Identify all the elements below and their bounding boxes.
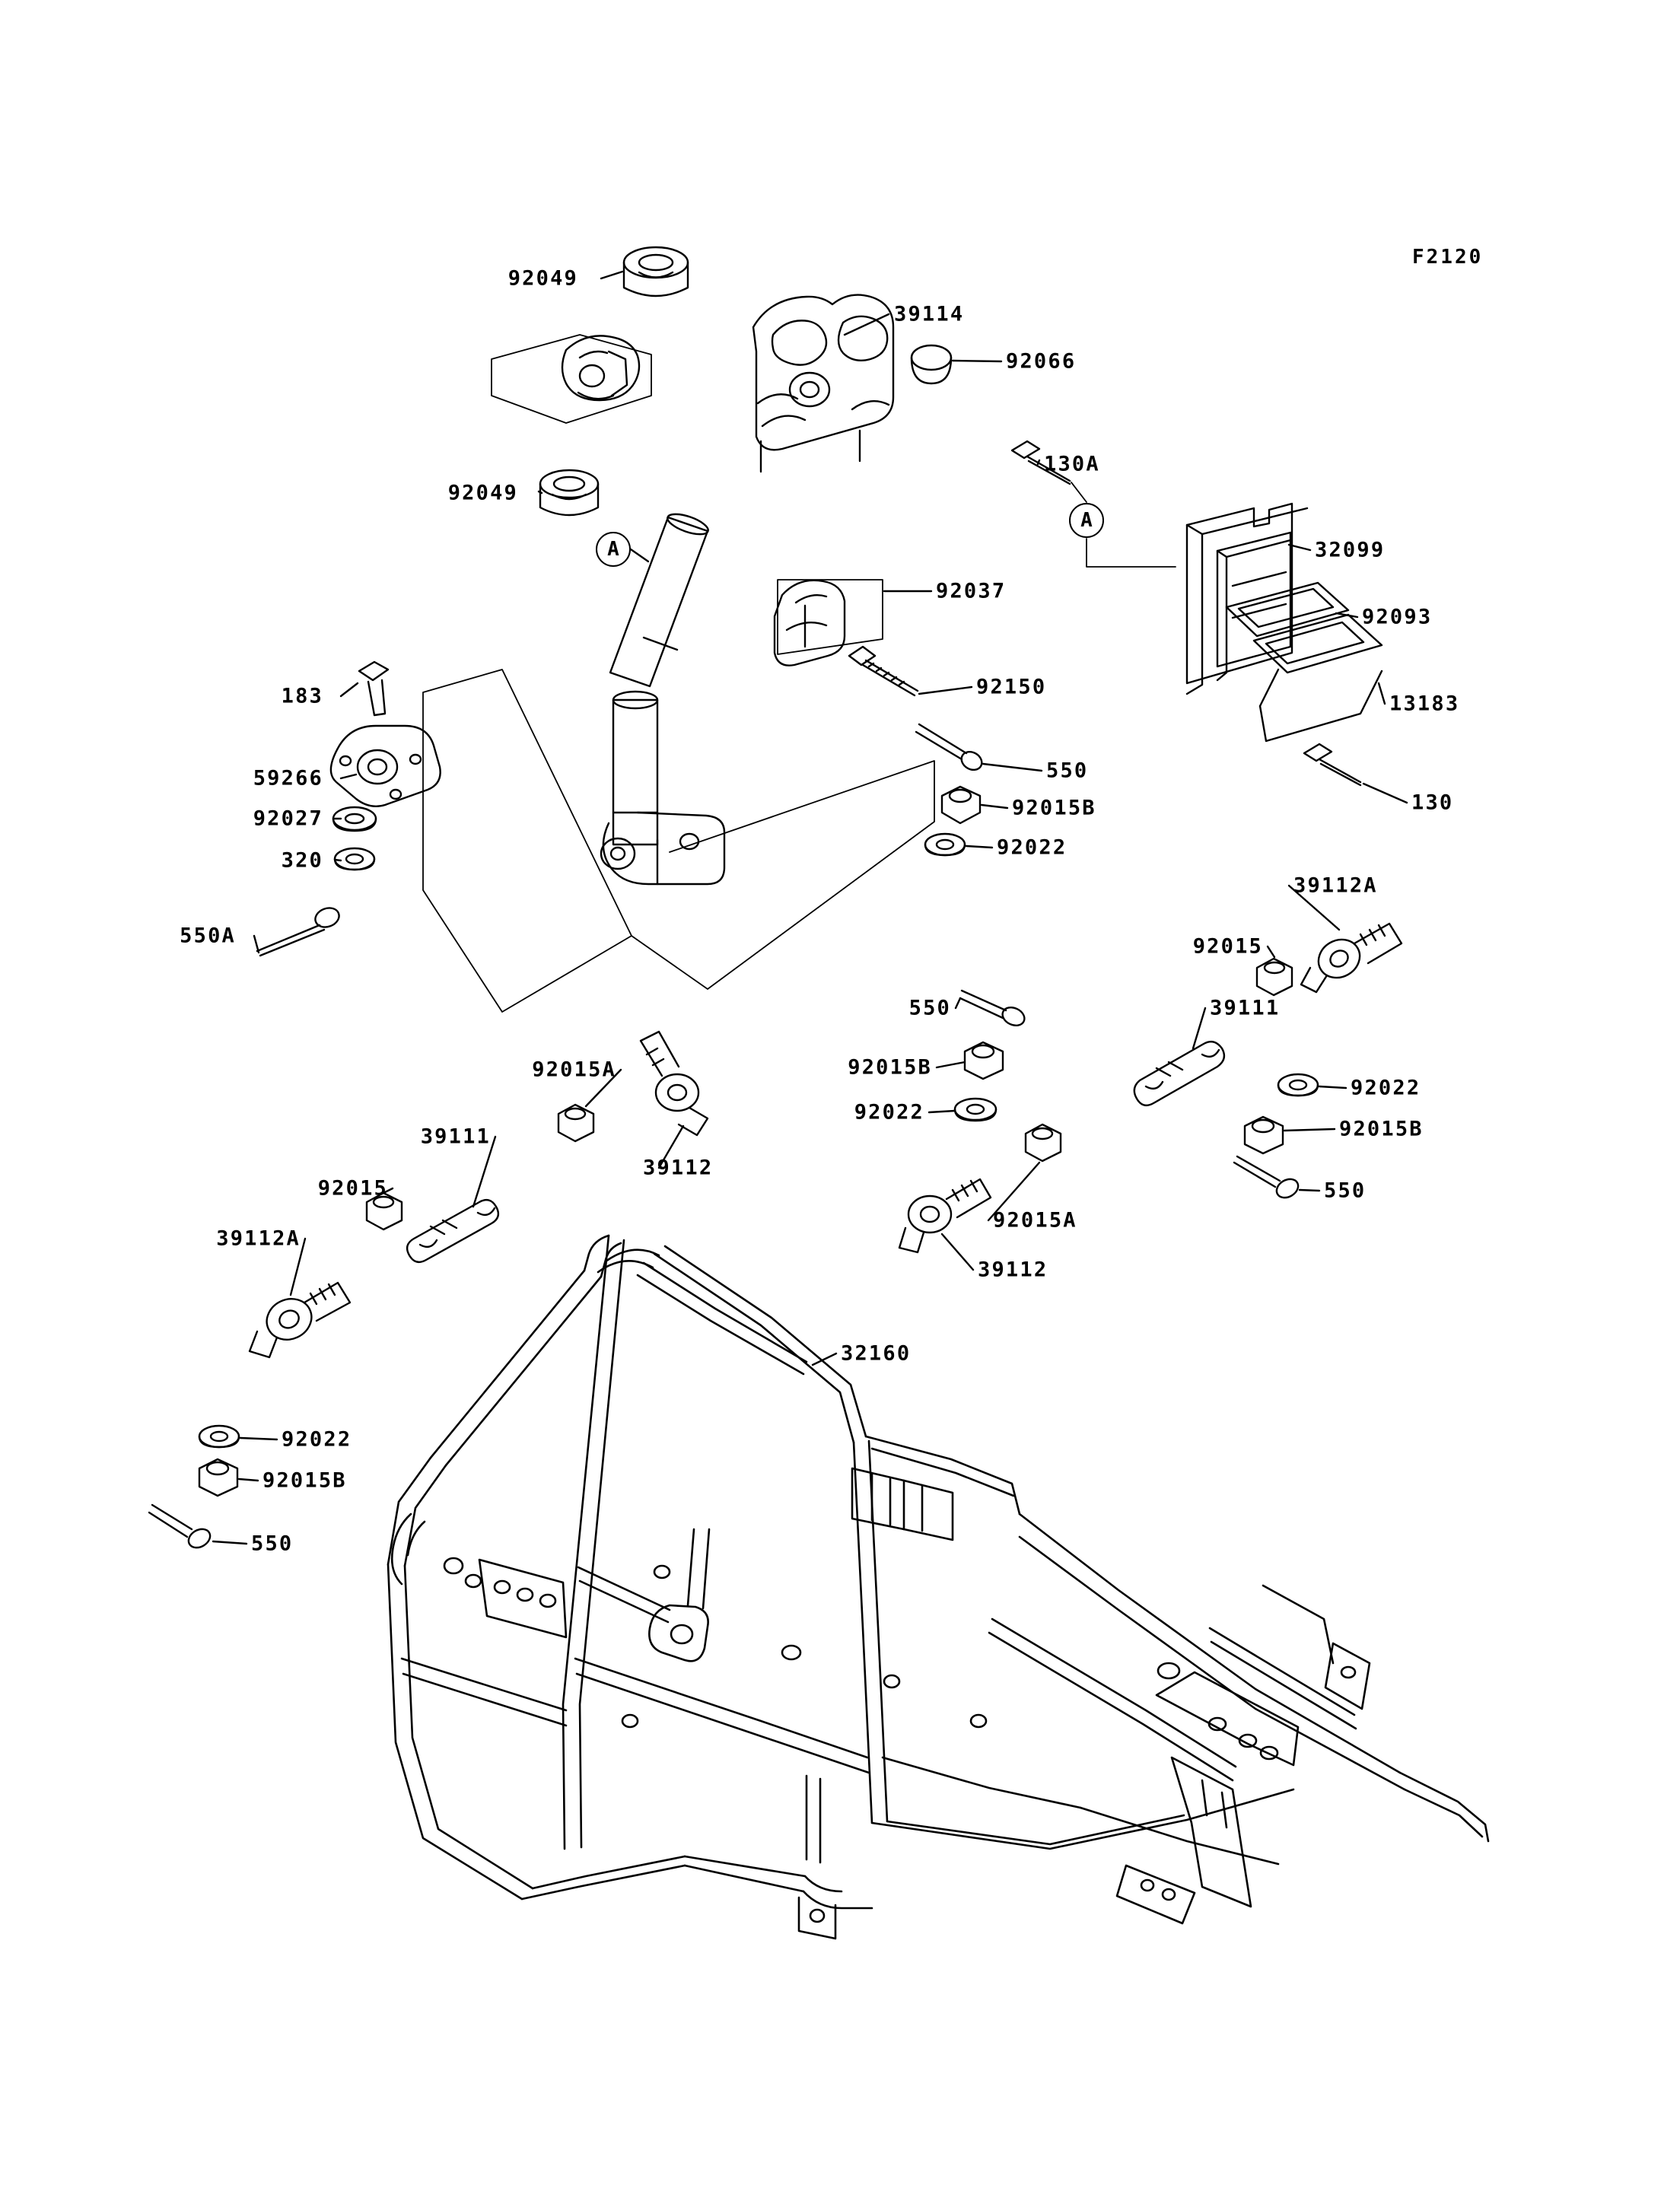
part-label-39112A-left: 39112A [216,1226,301,1251]
part-32160-frame [388,1236,1488,1939]
part-39112A-left [250,1283,350,1357]
part-label-183: 183 [281,684,323,708]
part-label-92015A-right: 92015A [993,1208,1077,1233]
part-92022-bottom [199,1426,239,1447]
part-92015B-upper [942,787,980,823]
part-92150 [849,647,918,695]
part-label-39112A-right: 39112A [1293,873,1378,898]
part-130 [1304,744,1360,785]
part-92049-lower [540,470,598,515]
part-label-550-right: 550 [1324,1179,1367,1203]
callout-a-left-label: A [607,538,619,561]
part-92015A-right [1026,1124,1061,1161]
part-550-right [1234,1156,1301,1201]
part-13183 [1254,615,1382,741]
part-label-39114: 39114 [894,302,965,326]
sheet-code: F2120 [1412,246,1484,269]
part-39112A-right [1301,924,1402,992]
part-label-32099: 32099 [1315,538,1386,562]
part-label-92150: 92150 [976,675,1047,699]
part-label-92015A-left: 92015A [532,1058,616,1082]
part-label-92049-lower: 92049 [447,481,518,505]
part-label-39111-right: 39111 [1210,996,1281,1020]
part-320 [335,848,374,870]
part-steering-bracket-upper [562,336,639,400]
part-label-550-upper: 550 [1046,759,1089,783]
part-label-92022-bottom: 92022 [282,1427,352,1452]
part-label-130A: 130A [1044,452,1100,476]
part-32099 [1187,504,1307,694]
part-92066 [912,345,951,383]
part-550-mid [960,991,1027,1029]
part-92093 [1227,583,1348,636]
part-label-92027: 92027 [253,806,323,831]
part-steering-shaft-lower [601,692,724,884]
part-183 [359,662,388,715]
part-label-130: 130 [1411,790,1454,815]
part-label-92022-upper: 92022 [997,835,1068,860]
part-label-13183: 13183 [1389,692,1460,716]
part-label-92022-mid: 92022 [854,1100,924,1124]
part-92022-right [1278,1074,1318,1096]
part-label-92015-left: 92015 [317,1176,388,1201]
part-label-550-mid: 550 [908,996,951,1020]
part-550A [257,905,342,956]
part-label-39111-left: 39111 [420,1124,491,1149]
part-label-92015B-mid: 92015B [848,1055,932,1080]
part-label-92049-top: 92049 [508,266,578,291]
part-550-bottom [149,1505,213,1551]
part-39111-right [1134,1042,1224,1105]
part-label-92015B-right: 92015B [1339,1117,1424,1141]
part-label-92015B-upper: 92015B [1012,796,1096,820]
part-92015B-mid [965,1042,1003,1079]
part-label-320: 320 [281,848,323,873]
part-92015-right [1257,959,1292,995]
part-label-92093: 92093 [1362,605,1433,629]
part-92015B-right [1245,1117,1283,1153]
part-label-550-bottom: 550 [251,1532,294,1556]
part-92049-upper [624,247,688,296]
part-39112-left [641,1032,708,1135]
part-label-92015B-bottom: 92015B [262,1468,347,1493]
part-label-550A: 550A [180,924,236,948]
part-39111-left [407,1200,498,1262]
part-label-92066: 92066 [1006,349,1077,374]
part-92022-mid [955,1099,996,1121]
part-label-59266: 59266 [253,766,323,790]
part-59266 [331,726,441,806]
part-39112-right [899,1179,991,1252]
callout-a-right-label: A [1080,509,1093,532]
part-label-92022-right: 92022 [1351,1076,1421,1100]
callout-a-left [596,532,631,567]
part-label-39112-right: 39112 [978,1258,1048,1282]
part-92015B-bottom [199,1459,237,1496]
part-label-39112-left: 39112 [643,1156,714,1180]
part-label-92015-right: 92015 [1192,934,1263,959]
part-label-32160: 32160 [841,1341,912,1366]
part-92022-upper [925,834,965,855]
callout-a-right [1069,503,1104,538]
part-550-upper [916,724,985,774]
part-92015A-left [558,1105,593,1141]
part-label-92037: 92037 [936,579,1007,603]
